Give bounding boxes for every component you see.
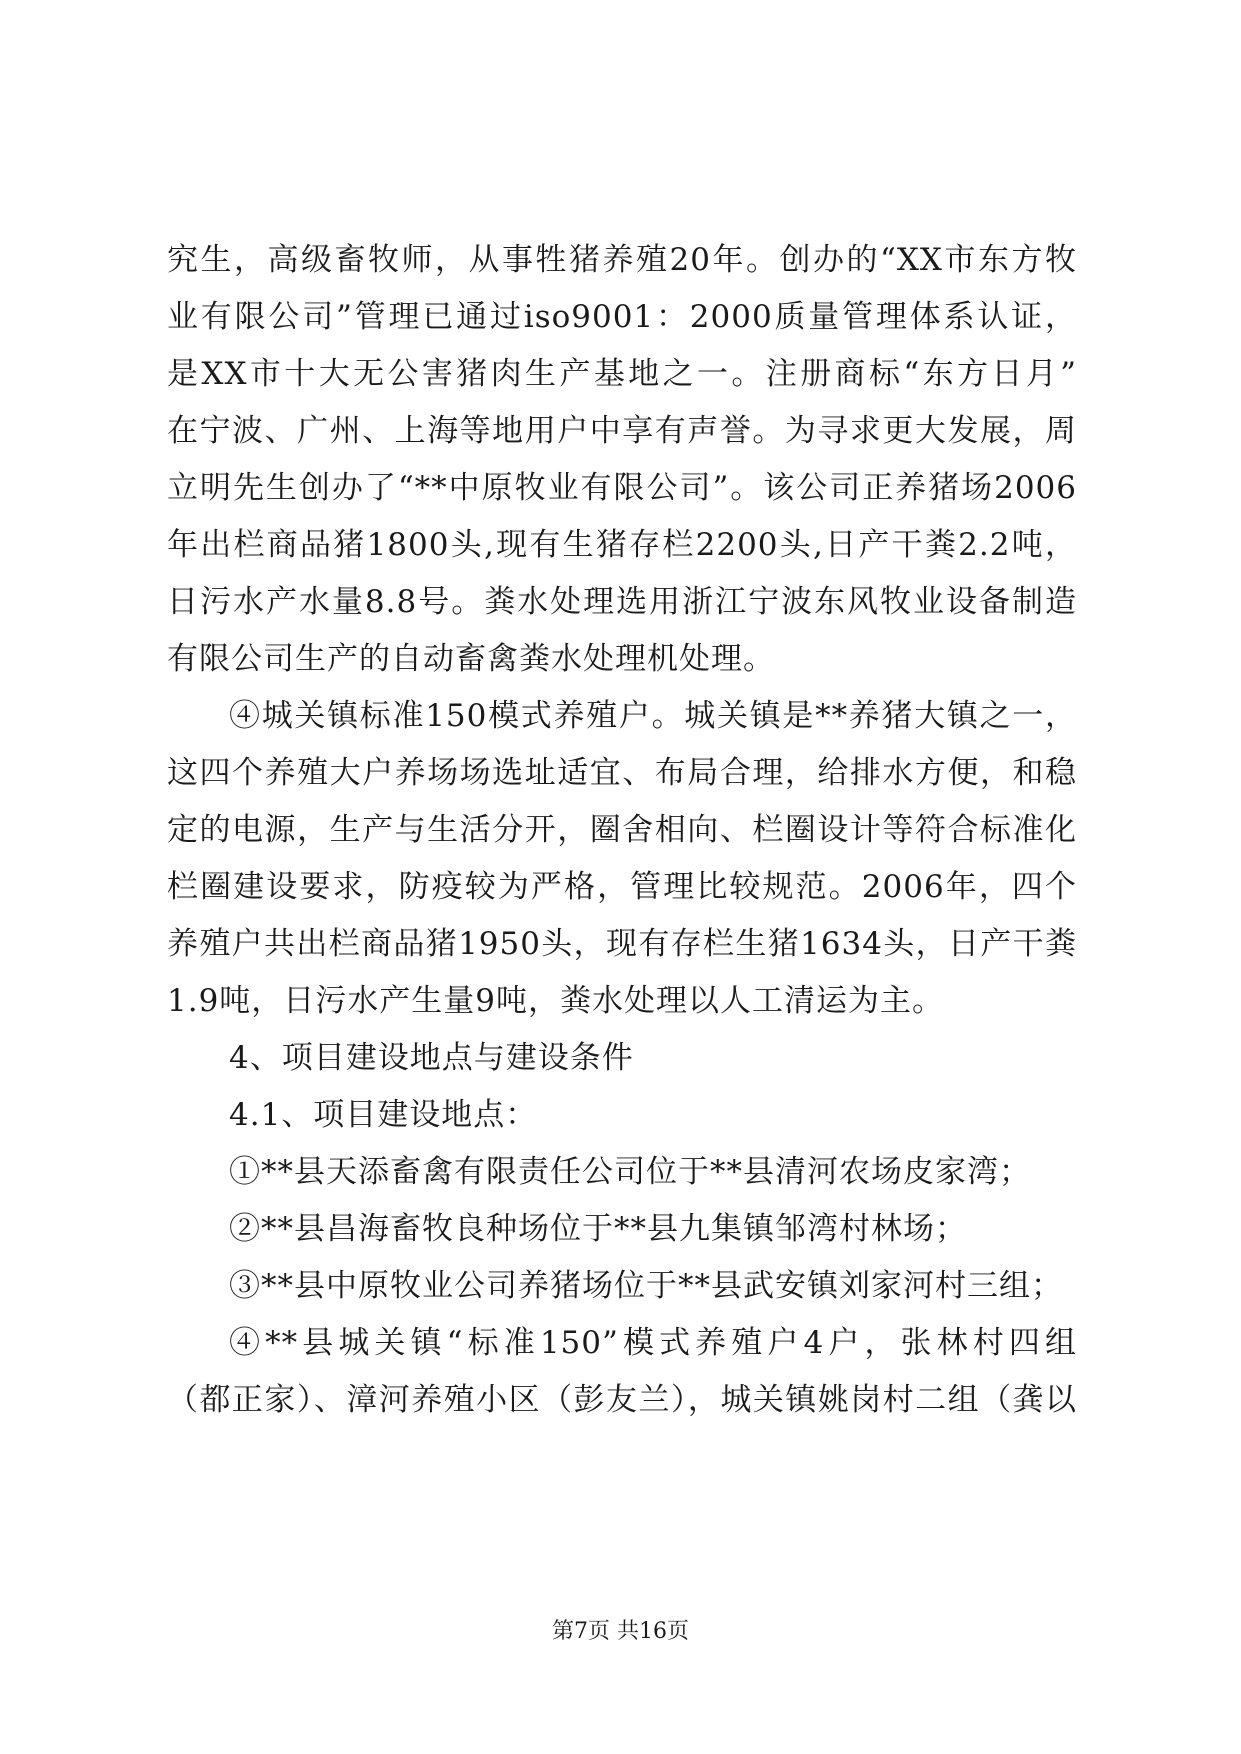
- text-line: 日污水产水量8.8号。粪水处理选用浙江宁波东风牧业设备制造: [167, 584, 1077, 620]
- text-line: ④**县城关镇“标准150”模式养殖户4户，张林村四组: [229, 1325, 1077, 1361]
- text-line: 栏圈建设要求，防疫较为严格，管理比较规范。2006年，四个: [167, 869, 1077, 905]
- subsection-heading: 4.1、项目建设地点：: [229, 1097, 538, 1133]
- location-item-2: ②**县昌海畜牧良种场位于**县九集镇邹湾村林场；: [229, 1211, 967, 1247]
- section-heading: 4、项目建设地点与建设条件: [229, 1040, 634, 1076]
- text-line: 业有限公司”管理已通过iso9001：2000质量管理体系认证，: [167, 299, 1077, 335]
- text-line: （都正家）、漳河养殖小区（彭友兰），城关镇姚岗村二组（龚以: [167, 1382, 1077, 1418]
- text-line: 在宁波、广州、上海等地用户中享有声誉。为寻求更大发展，周: [167, 413, 1077, 449]
- text-line: 究生，高级畜牧师，从事牲猪养殖20年。创办的“XX市东方牧: [167, 242, 1077, 278]
- text-line: ④城关镇标准150模式养殖户。城关镇是**养猪大镇之一，: [229, 698, 1077, 734]
- text-line: 1.9吨，日污水产生量9吨，粪水处理以人工清运为主。: [167, 983, 945, 1019]
- location-item-4: [167, 1315, 1077, 1429]
- page-number-footer: 第7页 共16页: [552, 1619, 689, 1644]
- paragraph-company-intro: [167, 232, 1077, 688]
- text-line: 立明先生创办了“**中原牧业有限公司”。该公司正养猪场2006: [167, 470, 1077, 506]
- text-line: 定的电源，生产与生活分开，圈舍相向、栏圈设计等符合标准化: [167, 812, 1077, 848]
- text-line: 有限公司生产的自动畜禽粪水处理机处理。: [167, 641, 775, 677]
- text-line: 是XX市十大无公害猪肉生产基地之一。注册商标“东方日月”: [167, 356, 1077, 392]
- location-item-3: ③**县中原牧业公司养猪场位于**县武安镇刘家河村三组；: [229, 1268, 1063, 1304]
- paragraph-chengguan-farms: [167, 688, 1077, 1030]
- text-line: 年出栏商品猪1800头,现有生猪存栏2200头,日产干粪2.2吨，: [167, 527, 1077, 563]
- text-line: 养殖户共出栏商品猪1950头，现有存栏生猪1634头，日产干粪: [167, 926, 1077, 962]
- location-item-1: ①**县天添畜禽有限责任公司位于**县清河农场皮家湾；: [229, 1154, 1031, 1190]
- text-line: 这四个养殖大户养场场选址适宜、布局合理，给排水方便，和稳: [167, 755, 1077, 791]
- document-body: [167, 232, 1077, 1429]
